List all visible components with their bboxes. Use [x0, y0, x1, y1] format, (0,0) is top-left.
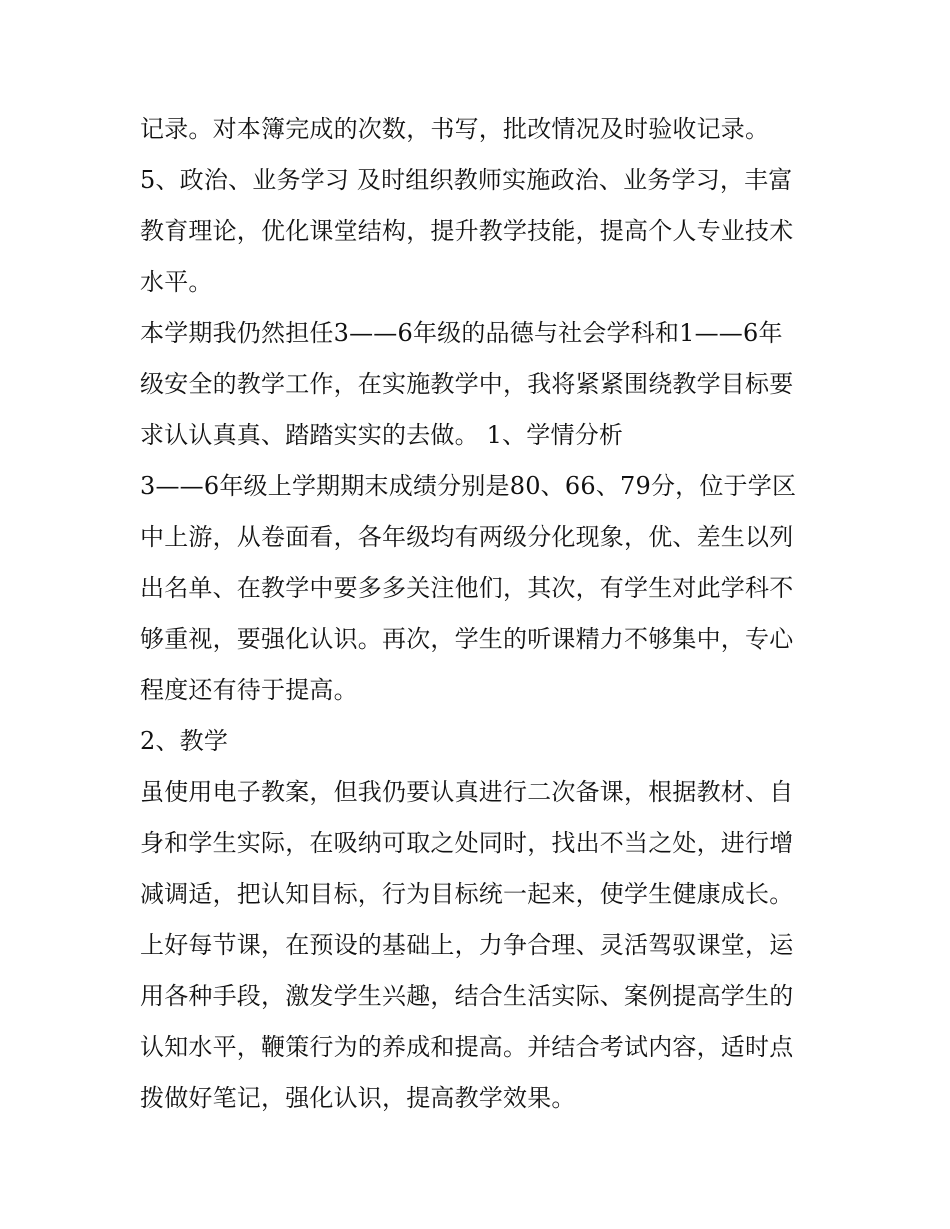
text-line: 求认认真真、踏踏实实的去做。 1、学情分析	[140, 421, 624, 449]
text-line: 程度还有待于提高。	[140, 676, 358, 704]
text-line: 中上游，从卷面看，各年级均有两级分化现象，优、差生以列	[140, 523, 794, 551]
text-line: 级安全的教学工作，在实施教学中，我将紧紧围绕教学目标要	[140, 370, 794, 398]
text-line: 够重视，要强化认识。再次，学生的听课精力不够集中，专心	[140, 625, 794, 653]
text-line: 身和学生实际，在吸纳可取之处同时，找出不当之处，进行增	[140, 829, 794, 857]
text-line: 教育理论，优化课堂结构，提升教学技能，提高个人专业技术	[140, 217, 794, 245]
text-line: 3——6年级上学期期末成绩分别是80、66、79分，位于学区	[140, 472, 797, 500]
text-line: 减调适，把认知目标，行为目标统一起来，使学生健康成长。	[140, 880, 794, 908]
text-line: 出名单、在教学中要多多关注他们，其次，有学生对此学科不	[140, 574, 794, 602]
text-line: 用各种手段，激发学生兴趣，结合生活实际、案例提高学生的	[140, 982, 794, 1010]
document-body	[140, 104, 820, 1124]
text-line: 记录。对本簿完成的次数，书写，批改情况及时验收记录。	[140, 115, 770, 143]
text-line: 拨做好笔记，强化认识，提高教学效果。	[140, 1084, 576, 1112]
text-line: 5、政治、业务学习 及时组织教师实施政治、业务学习，丰富	[140, 166, 793, 194]
text-line: 本学期我仍然担任3——6年级的品德与社会学科和1——6年	[140, 319, 783, 347]
text-line: 上好每节课，在预设的基础上，力争合理、灵活驾驭课堂，运	[140, 931, 794, 959]
text-line: 2、教学	[140, 727, 229, 755]
text-line: 水平。	[140, 268, 213, 296]
text-line: 虽使用电子教案，但我仍要认真进行二次备课，根据教材、自	[140, 778, 794, 806]
text-line: 认知水平，鞭策行为的养成和提高。并结合考试内容，适时点	[140, 1033, 794, 1061]
